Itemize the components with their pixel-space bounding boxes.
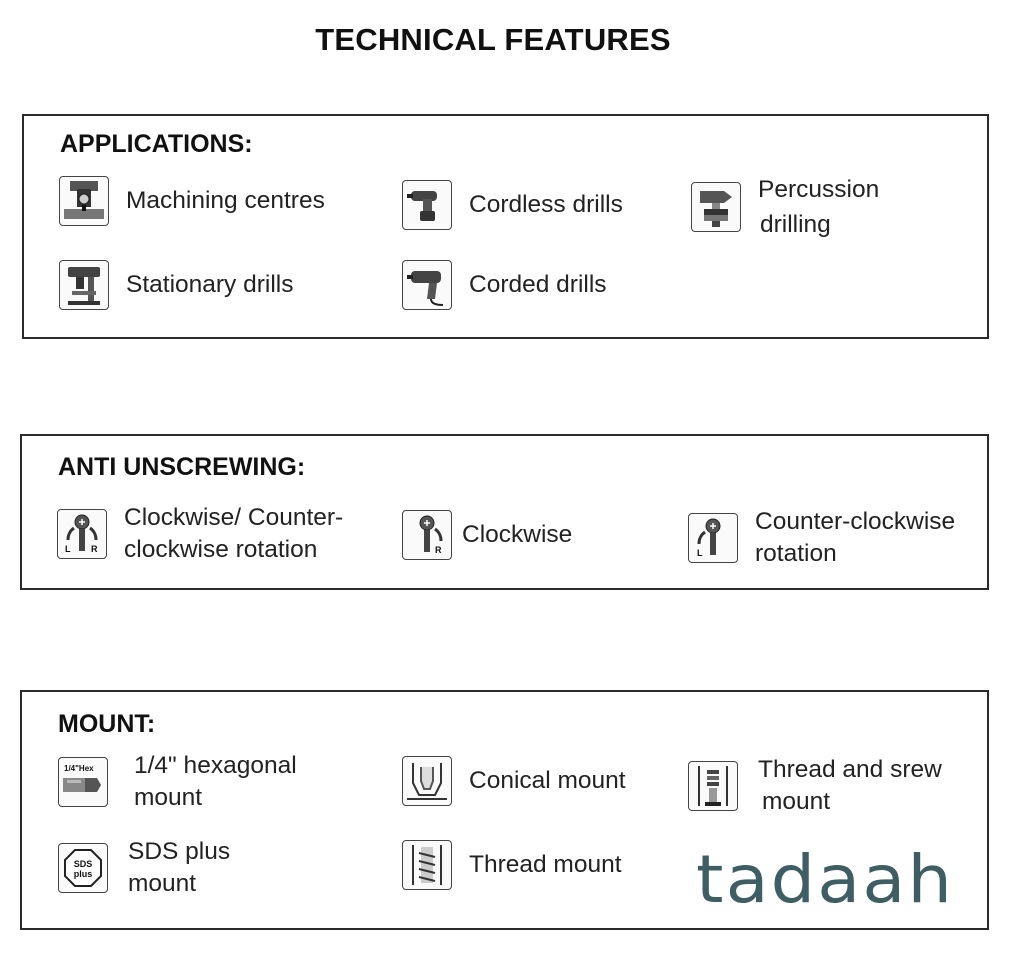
anti-unscrewing-title: ANTI UNSCREWING: — [58, 453, 306, 481]
thread-mount-icon — [402, 840, 452, 890]
svg-text:L: L — [697, 548, 703, 558]
feature-corded-drills — [402, 260, 607, 310]
mount-title: MOUNT: — [58, 710, 156, 738]
conical-mount-icon — [402, 756, 452, 806]
stationary-drill-icon — [59, 260, 109, 310]
cordless-drill-icon — [402, 180, 452, 230]
sds-plus-icon — [58, 843, 108, 893]
feature-cordless-drills — [402, 180, 623, 230]
machining-centre-icon — [59, 176, 109, 226]
svg-text:L: L — [65, 544, 71, 554]
feature-label: Conical mount — [469, 767, 626, 794]
corded-drill-icon — [402, 260, 452, 310]
feature-label: Clockwise/ Counter- clockwise rotation — [124, 504, 344, 563]
feature-counter-clockwise — [688, 506, 955, 570]
svg-text:1/4"Hex: 1/4"Hex — [64, 764, 94, 773]
feature-label: Machining centres — [126, 187, 325, 214]
feature-label: Thread and srew mount — [758, 756, 942, 815]
page-title: TECHNICAL FEATURES — [315, 22, 671, 57]
feature-hex-mount — [58, 750, 297, 814]
feature-conical-mount — [402, 756, 626, 806]
feature-label: Clockwise — [462, 521, 573, 548]
feature-label: 1/4" hexagonal mount — [134, 752, 297, 811]
feature-label: Corded drills — [469, 271, 607, 298]
svg-text:SDS: SDS — [73, 859, 93, 869]
applications-title: APPLICATIONS: — [60, 130, 253, 158]
thread-screw-mount-icon — [688, 761, 738, 811]
feature-label: Percussion drilling — [758, 176, 880, 238]
feature-label: Counter-clockwise rotation — [755, 508, 956, 567]
svg-text:plus: plus — [73, 869, 93, 879]
feature-clockwise — [402, 510, 572, 560]
feature-label: Cordless drills — [469, 191, 623, 218]
feature-stationary-drills — [59, 260, 293, 310]
svg-text:tadaah: tadaah — [696, 848, 954, 912]
percussion-drilling-icon — [691, 182, 741, 232]
feature-sds-plus-mount — [58, 836, 230, 900]
feature-percussion-drilling — [691, 172, 879, 242]
counter-clockwise-rotation-icon — [688, 513, 738, 563]
applications-section — [22, 114, 989, 339]
svg-text:R: R — [435, 545, 442, 555]
feature-thread-mount — [402, 840, 622, 890]
feature-thread-screw-mount — [688, 754, 942, 818]
bidirectional-rotation-icon — [57, 509, 107, 559]
feature-label: SDS plus mount — [128, 838, 231, 897]
feature-bidirectional-rotation — [57, 502, 343, 566]
feature-machining-centres — [59, 176, 325, 226]
feature-label: Stationary drills — [126, 271, 294, 298]
feature-label: Thread mount — [469, 851, 622, 878]
hex-shank-icon — [58, 757, 108, 807]
svg-text:R: R — [91, 544, 98, 554]
tadaah-logo — [694, 848, 958, 912]
anti-unscrewing-section — [20, 434, 989, 590]
clockwise-rotation-icon — [402, 510, 452, 560]
